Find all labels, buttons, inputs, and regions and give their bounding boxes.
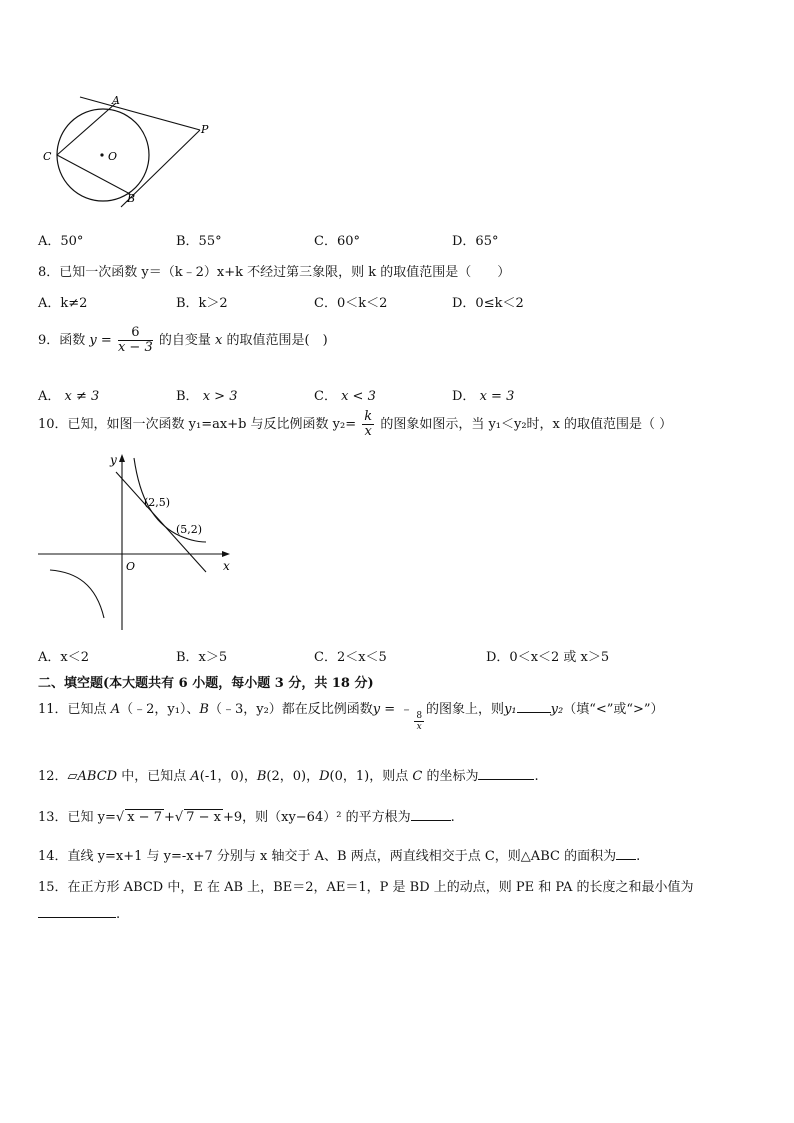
q10-numerator: k bbox=[364, 409, 373, 424]
q9-option-a bbox=[38, 385, 99, 404]
q12-answer-blank[interactable] bbox=[478, 767, 534, 780]
circle-tangent-figure bbox=[36, 92, 216, 214]
q9-denominator: x − 3 bbox=[117, 340, 153, 355]
q13-end: . bbox=[450, 810, 455, 825]
q12-stem bbox=[38, 765, 539, 784]
q12-text1: 中，已知点 bbox=[117, 769, 191, 784]
point-label-2-5: (2,5) bbox=[144, 496, 171, 509]
q15-end: . bbox=[116, 907, 121, 922]
q7-option-b: B．55° bbox=[176, 234, 222, 249]
origin-label: O bbox=[126, 560, 136, 573]
q14-text: 14．直线 y=x+1 与 y=-x+7 分别与 x 轴交于 A、B 两点，两直线相交于点 C，则△ABC 的面积为 bbox=[38, 849, 617, 864]
tangent-line-pa bbox=[80, 97, 200, 130]
q11-y2: y₂ bbox=[550, 702, 564, 717]
label-b: B bbox=[127, 192, 136, 205]
q13-plus: + bbox=[163, 810, 175, 825]
q11-fn: y = ﹣ bbox=[372, 702, 413, 717]
q11-b-coords: （﹣3，y₂）都在反比例函数 bbox=[208, 702, 373, 717]
q13-prefix: 13．已知 y= bbox=[38, 810, 116, 825]
q15-stem: 15．在正方形 ABCD 中，E 在 AB 上，BE＝2，AE＝1，P 是 BD 上的动点，则 PE 和 PA 的长度之和最小值为 bbox=[38, 880, 694, 895]
label-a: A bbox=[112, 94, 120, 107]
q13-sqrt-2: √ 7 − x bbox=[174, 810, 221, 825]
x-axis-label: x bbox=[223, 559, 230, 573]
q13-tail: +9，则（xy−64）² 的平方根为 bbox=[222, 810, 411, 825]
q11-suffix: （填“<”或“>”） bbox=[563, 702, 664, 717]
q8-option-c: C．0＜k＜2 bbox=[314, 296, 388, 311]
q12-prefix: 12． bbox=[38, 769, 68, 784]
q14-answer-blank[interactable] bbox=[616, 847, 636, 860]
q9-option-b bbox=[176, 385, 237, 404]
q7-option-d: D．65° bbox=[452, 234, 499, 249]
q15-answer-blank[interactable] bbox=[38, 905, 116, 918]
label-o: O bbox=[108, 150, 118, 163]
q9-var: x bbox=[215, 333, 223, 348]
q12-text2: 的坐标为 bbox=[422, 769, 479, 784]
q8-option-b: B．k＞2 bbox=[176, 296, 228, 311]
q11-point-a: A bbox=[110, 702, 121, 717]
q13-radicand-2: 7 − x bbox=[186, 810, 221, 825]
center-dot bbox=[100, 153, 103, 156]
q10-fraction bbox=[362, 410, 374, 439]
q9-option-c-label: C． bbox=[314, 389, 337, 404]
q12-point-a: A bbox=[190, 769, 200, 784]
q11-numerator: 8 bbox=[416, 711, 423, 721]
q7-option-a: A．50° bbox=[38, 234, 84, 249]
y-axis-label: y bbox=[110, 453, 117, 467]
q9-prefix: 9．函数 bbox=[38, 333, 86, 348]
q9-suffix2: 的取值范围是( ) bbox=[226, 333, 328, 348]
q9-suffix: 的自变量 bbox=[158, 333, 211, 348]
chord-cb bbox=[57, 155, 130, 194]
q13-radicand-1: x − 7 bbox=[127, 810, 162, 825]
q10-stem bbox=[38, 410, 672, 439]
q10-option-c: C．2＜x＜5 bbox=[314, 650, 387, 665]
q11-y1: y₁ bbox=[504, 702, 517, 717]
q12-coord-b: (2，0)， bbox=[266, 769, 320, 784]
q12-point-b: B bbox=[256, 769, 267, 784]
q12-point-d: D bbox=[319, 769, 330, 784]
q13-answer-blank[interactable] bbox=[411, 808, 451, 821]
q10-denominator: x bbox=[364, 424, 372, 439]
q10-prefix: 10．已知，如图一次函数 y₁=ax+b 与反比例函数 y₂= bbox=[38, 417, 357, 432]
hyperbola-branch-2 bbox=[50, 570, 104, 618]
q9-option-d-label: D． bbox=[452, 389, 476, 404]
q11-stem bbox=[38, 698, 664, 732]
q9-numerator: 6 bbox=[118, 326, 153, 341]
q9-option-a-label: A． bbox=[38, 389, 61, 404]
label-p: P bbox=[201, 123, 209, 136]
q9-option-b-label: B． bbox=[176, 389, 199, 404]
x-axis-arrow bbox=[222, 551, 230, 557]
q9-option-d bbox=[452, 385, 514, 404]
q12-end: . bbox=[534, 769, 539, 784]
q15-answer-line bbox=[38, 905, 120, 922]
linear-function-line bbox=[116, 472, 206, 572]
q12-coord-d: (0，1)，则点 bbox=[329, 769, 413, 784]
y-axis-arrow bbox=[119, 454, 125, 462]
q9-fraction bbox=[118, 326, 153, 355]
q13-sqrt-1: √ x − 7 bbox=[115, 810, 162, 825]
chord-ca bbox=[57, 103, 116, 155]
point-label-5-2: (5,2) bbox=[176, 523, 203, 536]
q9-option-c-math: x < 3 bbox=[341, 389, 376, 404]
q9-option-a-math: x ≠ 3 bbox=[64, 389, 100, 404]
q11-point-b: B bbox=[199, 702, 209, 717]
q12-point-c: C bbox=[412, 769, 423, 784]
q11-fraction bbox=[414, 711, 424, 732]
q10-suffix: 的图象如图示，当 y₁＜y₂时，x 的取值范围是（ ） bbox=[380, 417, 673, 432]
q7-option-c: C．60° bbox=[314, 234, 360, 249]
q9-option-d-math: x = 3 bbox=[479, 389, 515, 404]
q9-stem bbox=[38, 326, 328, 355]
q11-prefix: 11．已知点 bbox=[38, 702, 111, 717]
q13-stem bbox=[38, 806, 455, 825]
q11-a-coords: （﹣2，y₁）、 bbox=[120, 702, 200, 717]
q11-denominator: x bbox=[416, 722, 422, 732]
q12-coord-a: (-1，0)， bbox=[199, 769, 257, 784]
q11-mid: 的图象上，则 bbox=[426, 702, 505, 717]
q10-option-a: A．x＜2 bbox=[38, 650, 89, 665]
q11-answer-blank[interactable] bbox=[517, 700, 551, 713]
q9-option-c bbox=[314, 385, 376, 404]
q14-end: . bbox=[636, 849, 641, 864]
q8-option-d: D．0≤k＜2 bbox=[452, 296, 524, 311]
q10-function-graph bbox=[36, 450, 236, 632]
q14-stem bbox=[38, 845, 640, 864]
q10-option-b: B．x＞5 bbox=[176, 650, 228, 665]
q12-parallelogram: ▱ABCD bbox=[67, 769, 118, 784]
q8-stem: 8．已知一次函数 y＝（k﹣2）x+k 不经过第三象限，则 k 的取值范围是（ ） bbox=[38, 265, 511, 280]
label-c: C bbox=[43, 150, 52, 163]
q10-option-d: D．0＜x＜2 或 x＞5 bbox=[486, 650, 610, 665]
q9-eq: = bbox=[100, 333, 112, 348]
q9-y: y bbox=[89, 333, 97, 348]
section-2-heading: 二、填空题(本大题共有 6 小题，每小题 3 分，共 18 分) bbox=[38, 676, 374, 691]
q9-option-b-math: x > 3 bbox=[202, 389, 238, 404]
q8-option-a: A．k≠2 bbox=[38, 296, 88, 311]
